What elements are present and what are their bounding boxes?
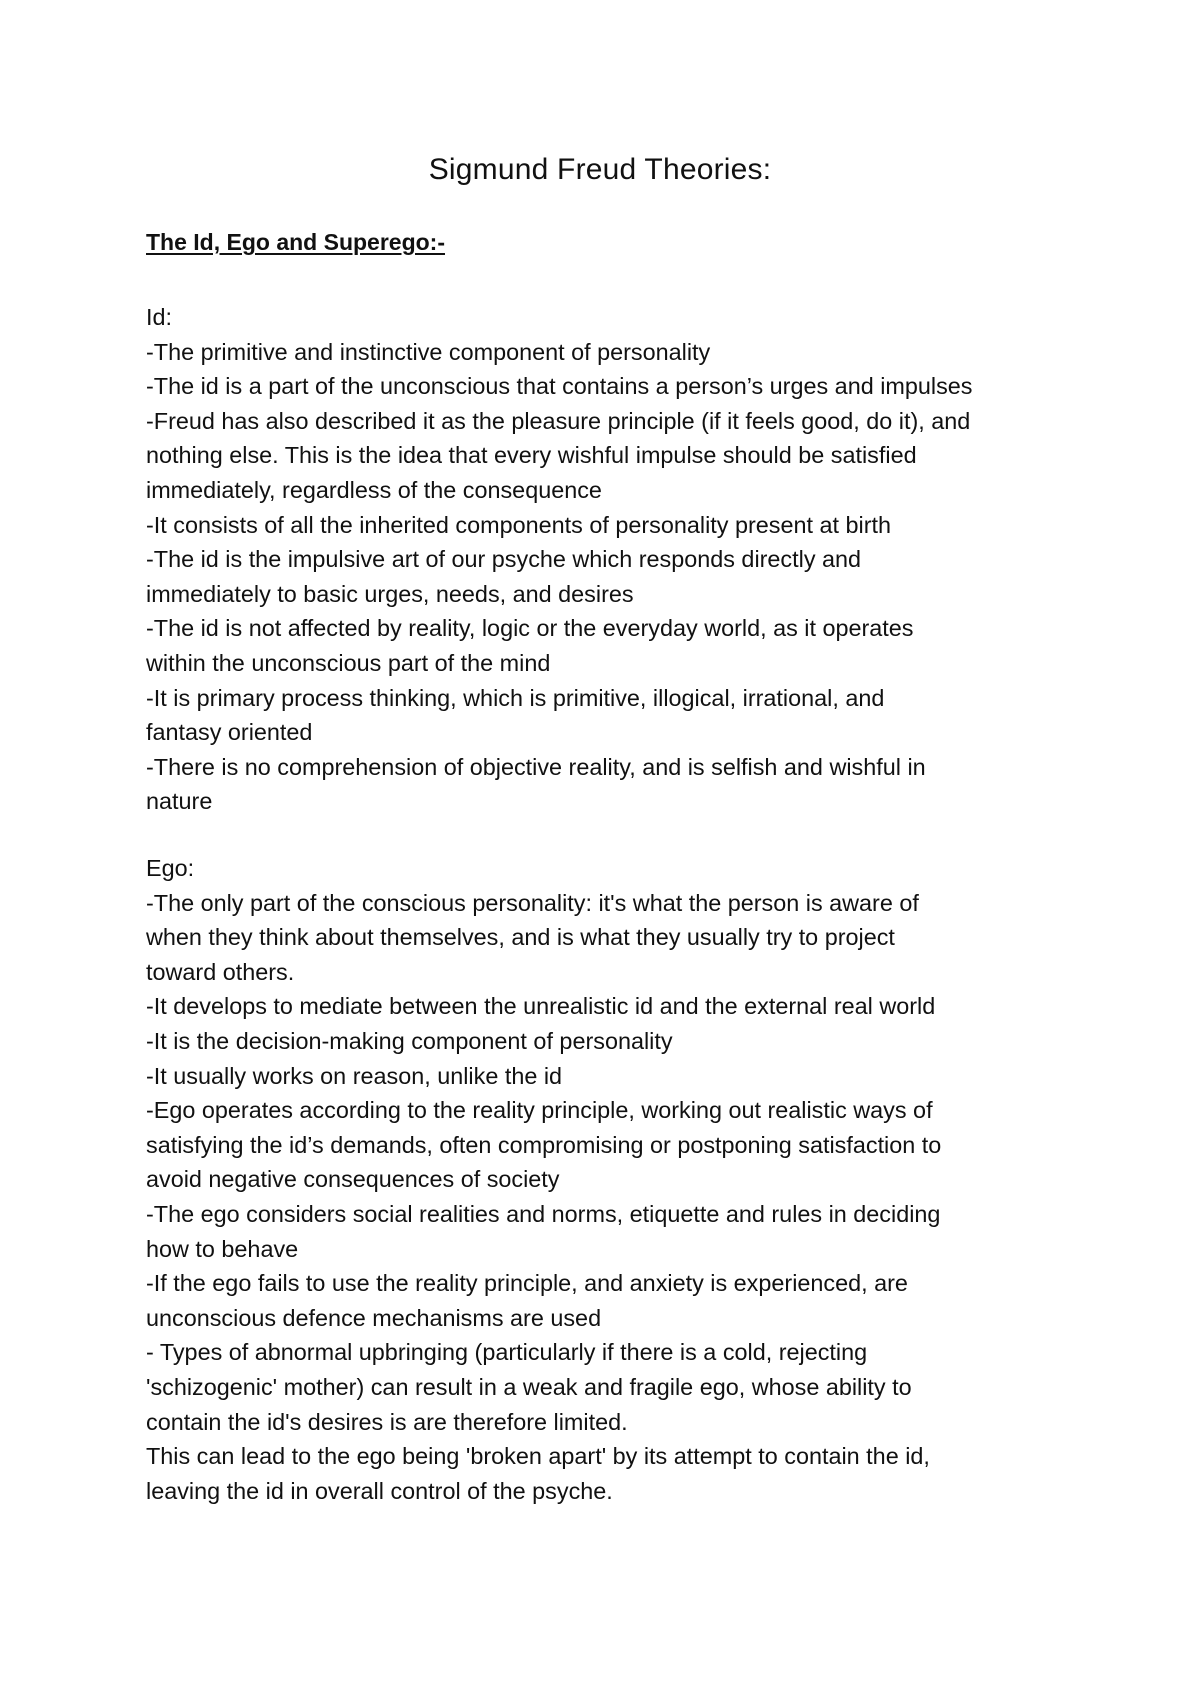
ego-line: - Types of abnormal upbringing (particularly if there is a cold, rejecting — [146, 1339, 868, 1366]
ego-heading: Ego: — [146, 855, 195, 881]
id-line: fantasy oriented — [146, 719, 313, 746]
ego-line: satisfying the id’s demands, often compromising or postponing satisfaction to — [146, 1131, 942, 1158]
ego-line: avoid negative consequences of society — [146, 1166, 560, 1193]
ego-line: contain the id's desires is are therefore limited. — [146, 1408, 628, 1435]
ego-line: leaving the id in overall control of the psyche. — [146, 1477, 613, 1504]
ego-section — [146, 851, 1076, 1508]
ego-line: toward others. — [146, 958, 295, 985]
document-title: Sigmund Freud Theories: — [428, 153, 772, 186]
ego-line: -The ego considers social realities and norms, etiquette and rules in deciding — [146, 1200, 941, 1227]
ego-line: when they think about themselves, and is what they usually try to project — [146, 924, 895, 951]
id-line: immediately, regardless of the consequence — [146, 476, 602, 503]
id-line: -The id is not affected by reality, logic or the everyday world, as it operates — [146, 615, 914, 642]
id-line: nothing else. This is the idea that every wishful impulse should be satisfied — [146, 442, 917, 469]
section-heading: The Id, Ego and Superego:- — [146, 229, 445, 255]
id-heading: Id: — [146, 304, 173, 330]
ego-line: unconscious defence mechanisms are used — [146, 1304, 602, 1331]
id-line: -It consists of all the inherited components of personality present at birth — [146, 511, 891, 538]
id-line: -There is no comprehension of objective reality, and is selfish and wishful in — [146, 753, 926, 780]
id-line: immediately to basic urges, needs, and desires — [146, 580, 634, 607]
ego-line: -It develops to mediate between the unrealistic id and the external real world — [146, 993, 936, 1020]
ego-line: 'schizogenic' mother) can result in a weak and fragile ego, whose ability to — [146, 1373, 912, 1400]
id-line: -The primitive and instinctive component of personality — [146, 338, 711, 365]
ego-line: -The only part of the conscious personality: it's what the person is aware of — [146, 889, 919, 916]
id-line: -It is primary process thinking, which is primitive, illogical, irrational, and — [146, 684, 885, 711]
ego-line: how to behave — [146, 1235, 299, 1262]
id-line: nature — [146, 788, 213, 815]
ego-line: -It is the decision-making component of personality — [146, 1027, 673, 1054]
id-line: -The id is the impulsive art of our psyche which responds directly and — [146, 546, 862, 573]
ego-line: -If the ego fails to use the reality principle, and anxiety is experienced, are — [146, 1270, 908, 1297]
ego-line: -Ego operates according to the reality principle, working out realistic ways of — [146, 1097, 933, 1124]
id-section — [146, 300, 1076, 819]
id-line: within the unconscious part of the mind — [146, 649, 551, 676]
id-line: -Freud has also described it as the pleasure principle (if it feels good, do it), and — [146, 407, 971, 434]
ego-line: -It usually works on reason, unlike the id — [146, 1062, 563, 1089]
id-line: -The id is a part of the unconscious that contains a person’s urges and impulses — [146, 373, 973, 400]
ego-line: This can lead to the ego being 'broken apart' by its attempt to contain the id, — [146, 1443, 930, 1470]
